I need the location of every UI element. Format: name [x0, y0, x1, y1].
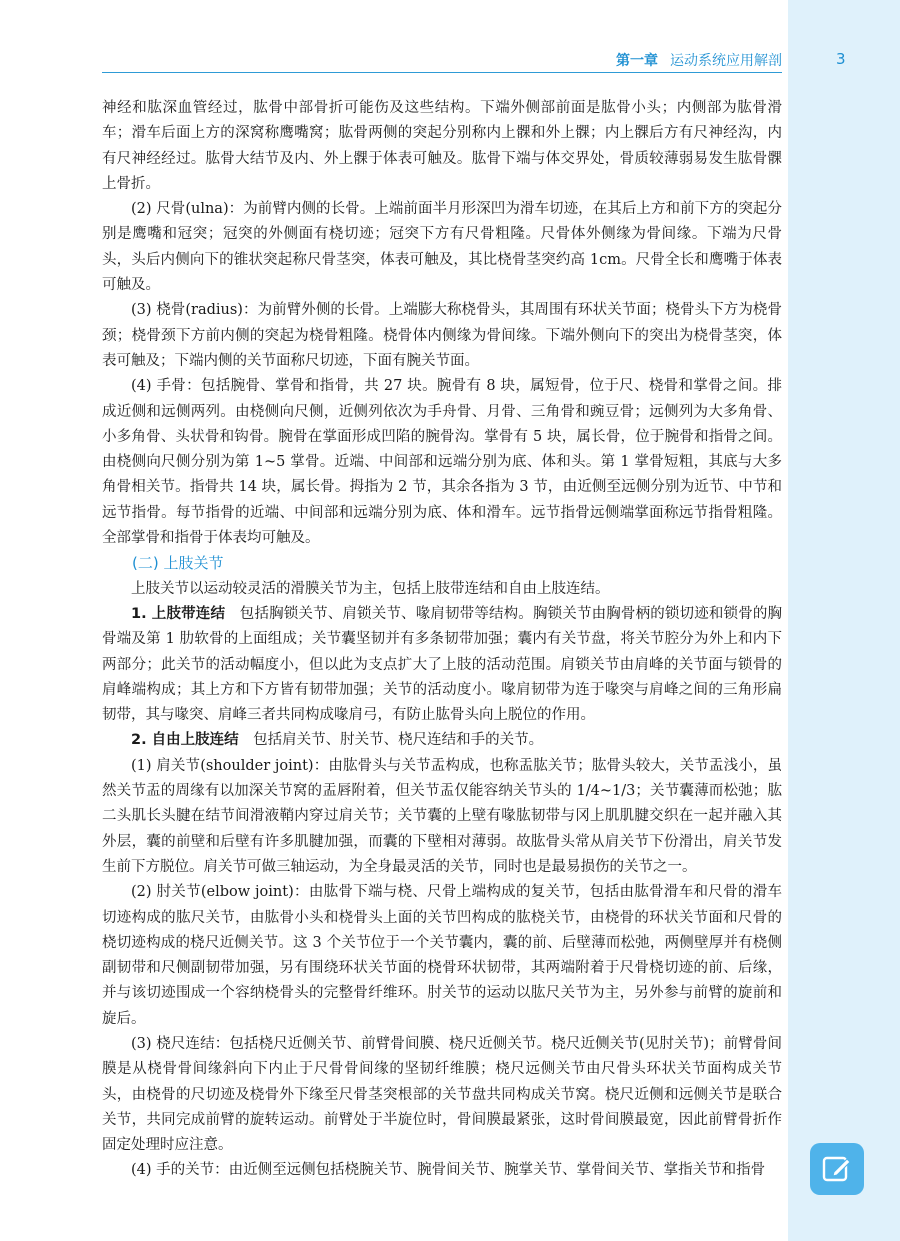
page-number: 3: [836, 50, 846, 68]
paragraph-hand-joints: (4) 手的关节：由近侧至远侧包括桡腕关节、腕骨间关节、腕掌关节、掌骨间关节、掌指关节和指骨: [131, 1162, 766, 1179]
paragraph-free-limb: [102, 728, 782, 753]
paragraph-hand-bones: (4) 手骨：包括腕骨、掌骨和指骨，共 27 块。腕骨有 8 块，属短骨，位于尺、桡骨和掌骨之间。排成近侧和远侧两列。由桡侧向尺侧，近侧列依次为手舟骨、月骨、三角骨和豌豆骨；远侧列为大多角骨、小多角骨、头状骨和钩骨。腕骨在掌面形成凹陷的腕骨沟。掌骨有 5 块，属长骨，位于腕骨和指骨之间。由桡侧向尺侧分别为第 1~5 掌骨。近端、中间部和远端分别为底、体和头。第 1 掌骨短粗，其底与大多角骨相关节。指骨共 14 块，属长骨。拇指为 2 节，其余各指为 3 节，由近侧至远侧分别为近节、中节和远节指骨。每节指骨的近端、中间部和远端分别为底、体和滑车。远节指骨远侧端掌面称远节指骨粗隆。全部掌骨和指骨于体表均可触及。: [102, 378, 782, 547]
running-title: [616, 50, 782, 70]
subheading-shoulder-girdle: 1. 上肢带连结: [131, 605, 226, 622]
page-header: [102, 48, 782, 73]
chapter-title: 运动系统应用解剖: [670, 53, 782, 69]
paragraph-humerus-cont: 神经和肱深血管经过，肱骨中部骨折可能伤及这些结构。下端外侧部前面是肱骨小头；内侧部为肱骨滑车；滑车后面上方的深窝称鹰嘴窝；肱骨两侧的突起分别称内上髁和外上髁；内上髁后方有尺神经沟，内有尺神经经过。肱骨大结节及内、外上髁于体表可触及。肱骨下端与体交界处，骨质较薄弱易发生肱骨髁上骨折。: [102, 100, 782, 192]
paragraph-elbow-joint: (2) 肘关节(elbow joint)：由肱骨下端与桡、尺骨上端构成的复关节，包括由肱骨滑车和尺骨的滑车切迹构成的肱尺关节，由肱骨小头和桡骨头上面的关节凹构成的肱桡关节，由桡骨的环状关节面和尺骨的桡切迹构成的桡尺近侧关节。这 3 个关节位于一个关节囊内，囊的前、后壁薄而松弛，两侧壁厚并有桡侧副韧带和尺侧副韧带加强，另有围绕环状关节面的桡骨环状韧带，其两端附着于尺骨桡切迹的前、后缘，并与该切迹围成一个容纳桡骨头的完整骨纤维环。肘关节的运动以肱尺关节为主，另外参与前臂的旋前和旋后。: [102, 884, 782, 1027]
note-button[interactable]: [810, 1143, 864, 1195]
chapter-label: 第一章: [616, 53, 658, 69]
page-body: [102, 96, 782, 1184]
section-heading: (二) 上肢关节: [132, 554, 224, 573]
text-free-limb: 包括肩关节、肘关节、桡尺连结和手的关节。: [253, 732, 544, 749]
subheading-free-limb: 2. 自由上肢连结: [131, 732, 239, 749]
edit-note-icon: [820, 1152, 854, 1186]
side-strip: [788, 0, 900, 1241]
paragraph-ulna: (2) 尺骨(ulna)：为前臂内侧的长骨。上端前面半月形深凹为滑车切迹，在其后上方和前下方的突起分别是鹰嘴和冠突；冠突的外侧面有桡切迹；冠突下方有尺骨粗隆。尺骨体外侧缘为骨间缘。下端为尺骨头，头后内侧向下的锥状突起称尺骨茎突，体表可触及，其比桡骨茎突约高 1cm。尺骨全长和鹰嘴于体表可触及。: [102, 201, 782, 294]
paragraph-shoulder-girdle: [102, 602, 782, 728]
paragraph-upper-limb-joints: 上肢关节以运动较灵活的滑膜关节为主，包括上肢带连结和自由上肢连结。: [131, 580, 610, 597]
paragraph-radioulnar: (3) 桡尺连结：包括桡尺近侧关节、前臂骨间膜、桡尺近侧关节。桡尺近侧关节(见肘关节)；前臂骨间膜是从桡骨骨间缘斜向下内止于尺骨骨间缘的坚韧纤维膜；桡尺远侧关节由尺骨头环状关节面构成关节头，由桡骨的尺切迹及桡骨外下缘至尺骨茎突根部的关节盘共同构成关节窝。桡尺近侧和远侧关节是联合关节，共同完成前臂的旋转运动。前臂处于半旋位时，骨间膜最紧张，这时骨间膜最宽，因此前臂骨折作固定处理时应注意。: [102, 1035, 782, 1154]
paragraph-radius: (3) 桡骨(radius)：为前臂外侧的长骨。上端膨大称桡骨头，其周围有环状关节面；桡骨头下方为桡骨颈；桡骨颈下方前内侧的突起为桡骨粗隆。桡骨体内侧缘为骨间缘。下端外侧向下的突出为桡骨茎突，体表可触及；下端内侧的关节面称尺切迹，下面有腕关节面。: [102, 302, 782, 369]
paragraph-shoulder-joint: (1) 肩关节(shoulder joint)：由肱骨头与关节盂构成，也称盂肱关节；肱骨头较大，关节盂浅小，虽然关节盂的周缘有以加深关节窝的盂唇附着，但关节盂仅能容纳关节头的 1/4~1/3；关节囊薄而松弛；肱二头肌长头腱在结节间滑液鞘内穿过肩关节；关节囊的上壁有喙肱韧带与冈上肌肌腱交织在一起并融入其外层，囊的前壁和后壁有许多肌腱加强，而囊的下壁相对薄弱。故肱骨头常从肩关节下份滑出，肩关节发生前下方脱位。肩关节可做三轴运动，为全身最灵活的关节，同时也是最易损伤的关节之一。: [102, 757, 782, 875]
text-shoulder-girdle: 包括胸锁关节、肩锁关节、喙肩韧带等结构。胸锁关节由胸骨柄的锁切迹和锁骨的胸骨端及第 1 肋软骨的上面组成；关节囊坚韧并有多条韧带加强；囊内有关节盘，将关节腔分为外上和内下两部分；此关节的活动幅度小，但以此为支点扩大了上肢的活动范围。肩锁关节由肩峰的关节面与锁骨的肩峰端构成；其上方和下方皆有韧带加强；关节的活动度小。喙肩韧带为连于喙突与肩峰之间的三角形扁韧带，其与喙突、肩峰三者共同构成喙肩弓，有防止肱骨头向上脱位的作用。: [102, 605, 783, 724]
